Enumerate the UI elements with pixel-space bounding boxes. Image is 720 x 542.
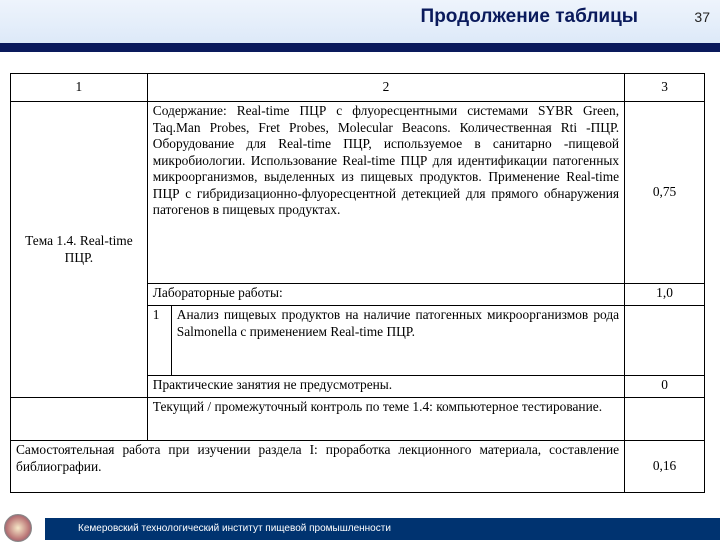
- curriculum-table: [10, 73, 705, 493]
- institution-logo-icon: [4, 514, 32, 542]
- practical-cell: Практические занятия не предусмотрены.: [147, 376, 624, 398]
- table-row: [11, 441, 705, 493]
- table-row: [11, 102, 705, 284]
- col-header: 1: [11, 74, 148, 102]
- table-row: [11, 398, 705, 441]
- lab-number: 1: [147, 306, 171, 376]
- lab-text: Анализ пищевых продуктов на наличие патогенных микроорганизмов рода Salmonella с применением Real-time ПЦР.: [171, 306, 624, 376]
- col-header: 3: [625, 74, 705, 102]
- hours-cell: 1,0: [625, 284, 705, 306]
- labs-label: Лабораторные работы:: [147, 284, 624, 306]
- col-header: 2: [147, 74, 624, 102]
- hours-cell: 0,75: [625, 102, 705, 284]
- content-cell: Содержание: Real-time ПЦР с флуоресцентными системами SYBR Green, Taq.Man Probes, Fret Probes, Molecular Beacons. Количественная Rti -ПЦР. Оборудование для Real-time ПЦР, используемое в санитарно -пищевой микробиологии. Использование Real-time ПЦР для идентификации патогенных микроорганизмов, выделенных из пищевых продуктов. Применение Real-time ПЦР с гибридизационно-флуоресцентной детекцией для прямого обнаружения патогенов в пищевых продуктах.: [147, 102, 624, 284]
- page-title: Продолжение таблицы: [420, 6, 638, 27]
- hours-cell: 0: [625, 376, 705, 398]
- control-cell: Текущий / промежуточный контроль по теме 1.4: компьютерное тестирование.: [147, 398, 624, 441]
- header-stripe: [0, 43, 720, 52]
- footer-bar: Кемеровский технологический институт пищевой промышленности: [45, 518, 720, 540]
- selfwork-cell: Самостоятельная работа при изучении раздела I: проработка лекционного материала, составление библиографии.: [11, 441, 625, 493]
- page-number: 37: [694, 9, 710, 25]
- hours-cell: 0,16: [625, 441, 705, 493]
- table-header-row: [11, 74, 705, 102]
- topic-cell: Тема 1.4. Real-time ПЦР.: [11, 102, 148, 398]
